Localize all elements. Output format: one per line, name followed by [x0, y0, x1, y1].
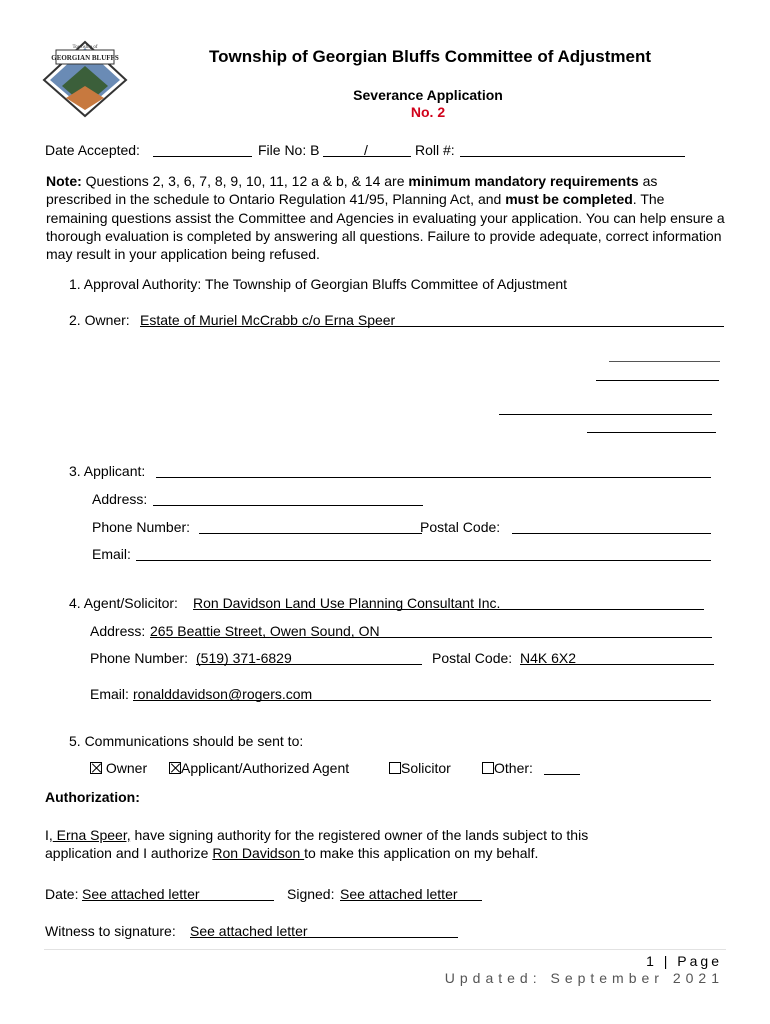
agent-email-value: ronalddavidson@rogers.com — [133, 686, 313, 702]
comm-option-solicitor[interactable]: Solicitor — [389, 760, 451, 776]
authorization-heading: Authorization: — [45, 789, 140, 805]
note-paragraph: Note: Questions 2, 3, 6, 7, 8, 9, 10, 11, 12 a & b, & 14 are minimum mandatory requirements as prescribed in the schedule to Ontario Regulation 41/95, Planning Act, and must be completed. The remaining questions assist the Committee and Agencies in evaluating your application. You can help ensure a thorough evaluation is completed by answering all questions. Failure to provide adequate, correct information may result in your application being refused. — [46, 173, 725, 263]
file-no-slash: / — [364, 142, 368, 158]
applicant-email-field[interactable] — [136, 560, 711, 561]
q1-approval-authority: 1. Approval Authority: The Township of Georgian Bluffs Committee of Adjustment — [69, 276, 568, 292]
date-accepted-field[interactable] — [153, 156, 252, 157]
roll-field[interactable] — [460, 156, 685, 157]
comm-option-applicant[interactable]: Applicant/Authorized Agent — [169, 760, 349, 776]
authorization-line-1: I, Erna Speer, have signing authority for the registered owner of the lands subject to this — [45, 827, 589, 843]
applicant-postal-field[interactable] — [512, 533, 711, 534]
owner-extra-line-2[interactable] — [596, 380, 719, 381]
applicant-email-label: Email: — [92, 546, 131, 562]
page-subtitle: Severance Application — [353, 87, 503, 103]
authorized-agent: Ron Davidson — [212, 845, 305, 861]
agent-value: Ron Davidson Land Use Planning Consultant Inc. — [193, 595, 501, 611]
page-title: Township of Georgian Bluffs Committee of Adjustment — [209, 47, 651, 66]
applicant-postal-label: Postal Code: — [420, 519, 501, 535]
q5-communications-label: 5. Communications should be sent to: — [69, 733, 304, 749]
roll-label: Roll #: — [415, 142, 455, 158]
applicant-address-label: Address: — [92, 491, 148, 507]
agent-address-label: Address: — [90, 623, 146, 639]
date-label: Date: — [45, 886, 79, 902]
logo-text: GEORGIAN BLUFFS — [51, 54, 119, 62]
owner-extra-line-3[interactable] — [499, 414, 712, 415]
q2-owner-label: 2. Owner: — [69, 312, 130, 328]
comm-option-other[interactable]: Other: — [482, 760, 533, 776]
applicant-phone-field[interactable] — [199, 533, 422, 534]
authorization-line-2: application and I authorize Ron Davidson to make this application on my behalf. — [45, 845, 539, 861]
agent-postal-label: Postal Code: — [432, 650, 513, 666]
authorizing-person: Erna Speer, — [52, 827, 131, 843]
witness-value: See attached letter — [190, 923, 308, 939]
other-field[interactable] — [544, 774, 580, 775]
applicant-address-field[interactable] — [153, 505, 423, 506]
witness-label: Witness to signature: — [45, 923, 176, 939]
q4-agent-label: 4. Agent/Solicitor: — [69, 595, 178, 611]
signed-label: Signed: — [287, 886, 335, 902]
date-accepted-label: Date Accepted: — [45, 142, 140, 158]
owner-value: Estate of Muriel McCrabb c/o Erna Speer — [140, 312, 396, 328]
signed-value: See attached letter — [340, 886, 458, 902]
file-no-label: File No: B — [258, 142, 320, 158]
q3-applicant-label: 3. Applicant: — [69, 463, 146, 479]
applicant-checkbox[interactable] — [169, 762, 181, 774]
svg-text:Township of: Township of — [72, 45, 98, 50]
owner-extra-line-1[interactable] — [609, 361, 720, 362]
agent-email-label: Email: — [90, 686, 129, 702]
agent-postal-value: N4K 6X2 — [520, 650, 577, 666]
agent-phone-value: (519) 371-6829 — [196, 650, 292, 666]
owner-checkbox[interactable] — [90, 762, 102, 774]
footer-rule — [44, 949, 726, 950]
updated-date: Updated: September 2021 — [444, 970, 724, 986]
comm-option-owner[interactable]: Owner — [90, 760, 147, 776]
solicitor-checkbox[interactable] — [389, 762, 401, 774]
date-value: See attached letter — [82, 886, 200, 902]
owner-extra-line-4[interactable] — [587, 432, 716, 433]
agent-phone-label: Phone Number: — [90, 650, 189, 666]
applicant-phone-label: Phone Number: — [92, 519, 191, 535]
applicant-field[interactable] — [156, 477, 711, 478]
page-number: 1 | Page — [646, 953, 722, 969]
agent-address-value: 265 Beattie Street, Owen Sound, ON — [150, 623, 380, 639]
other-checkbox[interactable] — [482, 762, 494, 774]
application-number: No. 2 — [410, 104, 446, 120]
